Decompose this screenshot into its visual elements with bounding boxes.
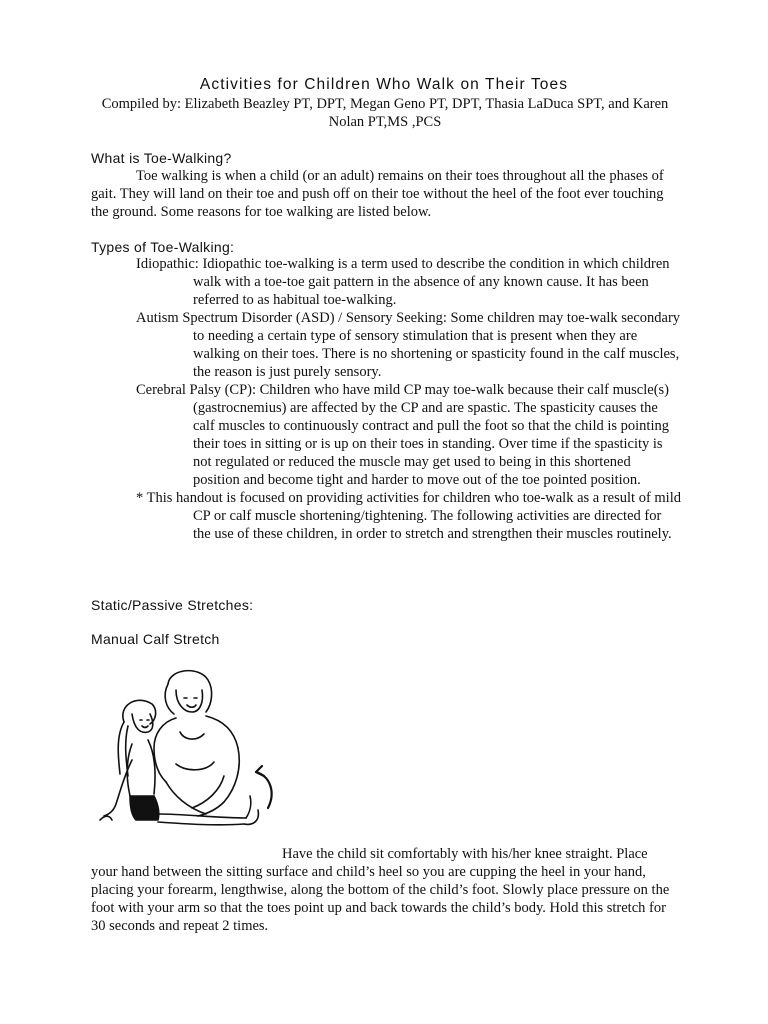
compiled-by: Compiled by: Elizabeth Beazley PT, DPT, Megan Geno PT, DPT, Thasia LaDuca SPT, and Karen Nolan PT,MS ,PCS: [101, 96, 669, 130]
static-stretches-heading: Static/Passive Stretches:: [91, 597, 254, 613]
what-is-heading: What is Toe-Walking?: [91, 150, 232, 166]
handout-note: * This handout is focused on providing activities for children who toe-walk as a result of mild CP or calf muscle shortening/tightening. The following activities are directed for the use of these children, in order to stretch and strengthen their muscles routinely.: [136, 490, 681, 542]
types-list: [136, 255, 681, 543]
types-heading: Types of Toe-Walking:: [91, 239, 235, 255]
manual-stretch-text-first: Have the child sit comfortably with his/her knee straight. Place: [282, 846, 648, 862]
document-title: Activities for Children Who Walk on Their Toes: [199, 76, 569, 93]
manual-stretch-text: your hand between the sitting surface and child’s heel so you are cupping the heel in your hand, placing your forearm, lengthwise, along the bottom of the child’s foot. Slowly place pressure on the foot with your arm so that the toes point up and back towards the child’s body. Hold this stretch for 30 seconds and repeat 2 times.: [91, 864, 670, 934]
type-asd: Autism Spectrum Disorder (ASD) / Sensory Seeking: Some children may toe-walk secondary to needing a certain type of sensory stimulation that is present when they are walking on their toes. There is no shortening or spasticity found in the calf muscles, the reason is just purely sensory.: [136, 310, 681, 380]
calf-stretch-illustration: [96, 664, 286, 854]
what-is-text: Toe walking is when a child (or an adult) remains on their toes throughout all the phases of gait. They will land on their toe and push off on their toe without the heel of the foot ever touching the ground. Some reasons for toe walking are listed below.: [91, 168, 664, 220]
type-cp: Cerebral Palsy (CP): Children who have mild CP may toe-walk because their calf muscle(s) (gastrocnemius) are affected by the CP and are spastic. The spasticity causes the calf muscles to continuously contract and pull the foot so that the child is pointing their toes in sitting or is up on their toes in standing. Over time if the spasticity is not regulated or reduced the muscle may get used to being in this shortened position and become tight and harder to move out of the toe pointed position.: [136, 382, 670, 488]
manual-calf-stretch-heading: Manual Calf Stretch: [91, 631, 220, 647]
type-idiopathic: Idiopathic: Idiopathic toe-walking is a term used to describe the condition in which children walk with a toe-toe gait pattern in the absence of any known cause. It has been referred to as habitual toe-walking.: [136, 256, 670, 308]
